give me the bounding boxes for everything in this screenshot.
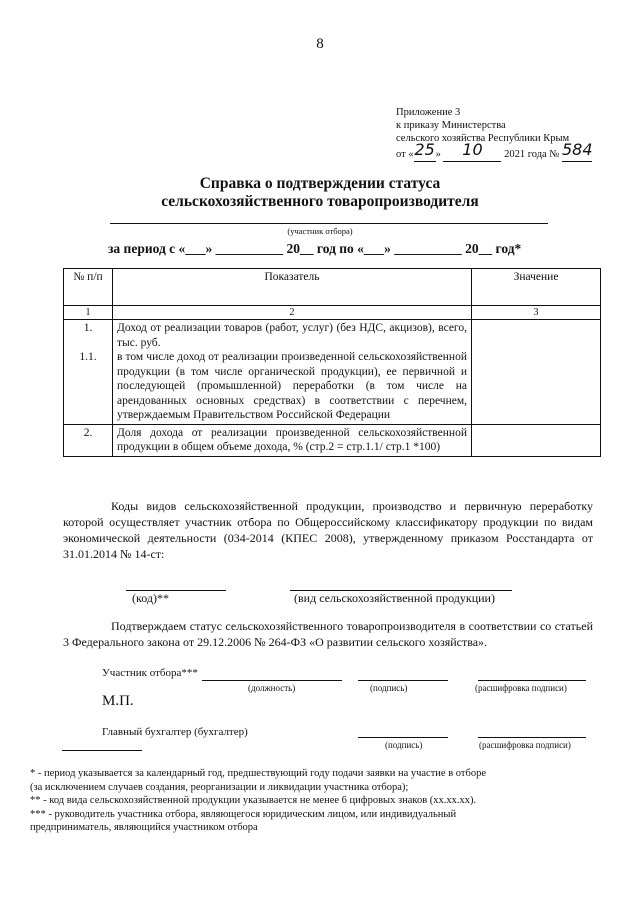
footnote: * - период указывается за календарный год, предшествующий году подачи заявки на участие в отборе (30, 768, 486, 779)
codes-paragraph: Коды видов сельскохозяйственной продукции, производство и первичную переработку которой осуществляет участник отбора по Общероссийскому классификатору продукции по видам экономической деятельности (034-2014 (КПЕС 2008), утвержденному приказом Росстандарта от 31.01.2014 № 14-ст: (63, 499, 593, 561)
appendix-line: сельского хозяйства Республики Крым (396, 133, 570, 144)
confirm-paragraph: Подтверждаем статус сельскохозяйственного товаропроизводителя в соответствии со статьей 3 Федерального закона от 29.12.2006 № 264-ФЗ «О развитии сельского хозяйства». (63, 619, 593, 649)
footnote: ** - код вида сельскохозяйственной продукции указывается не менее 6 цифровых знаков (хх.хх.хх). (30, 795, 477, 806)
handwritten-month: 10 (462, 140, 483, 159)
position-caption: (должность) (248, 683, 296, 693)
decoding-caption: (расшифровка подписи) (475, 683, 567, 693)
header-number: № п/п (64, 269, 113, 306)
signature-caption: (подпись) (385, 740, 423, 750)
stamp-place: М.П. (102, 693, 134, 709)
row-text: Доля дохода от реализации произведенной сельскохозяйственной продукции в общем объеме дохода, % (стр.2 = стр.1.1/ стр.1 *100) (113, 424, 472, 456)
handwritten-order-number: 584 (561, 140, 593, 159)
page-number: 8 (316, 36, 324, 52)
decoding-caption: (расшифровка подписи) (479, 740, 571, 750)
table-row: 1. 1.1. Доход от реализации товаров (работ, услуг) (без НДС, акцизов), всего, тыс. руб. в том числе доход от реализации произведенной сельскохозяйственной продукции (в том числе органической продукции), ее первичной и последующей (промышленной) переработки (в том числе на арендованных основных средствах) в соответствии с перечнем, утверждаемым Правительством Российской Федерации (64, 320, 601, 425)
period-line: за период с «___» __________ 20__ год по «___» __________ 20__ год* (108, 241, 522, 256)
value-cell[interactable] (472, 424, 601, 456)
footnotes (30, 767, 615, 835)
code-caption: (код)** (132, 591, 169, 605)
column-number-row: 1 2 3 (64, 306, 601, 320)
table-row: 2. Доля дохода от реализации произведенной сельскохозяйственной продукции в общем объеме дохода, % (стр.2 = стр.1.1/ стр.1 *100) (64, 424, 601, 456)
footnote: (за исключением случаев создания, реорганизации и ликвидации участника отбора); (30, 781, 409, 793)
footnote: *** - руководитель участника отбора, являющегося юридическим лицом, или индивидуальный (30, 808, 457, 820)
document-title: Справка о подтверждении статуса сельскохозяйственного товаропроизводителя (161, 175, 479, 210)
table-header-row (64, 269, 601, 306)
accountant-label: Главный бухгалтер (бухгалтер) (102, 726, 248, 738)
appendix-block (396, 106, 592, 162)
appendix-line: к приказу Министерства (396, 120, 506, 131)
row-text: в том числе доход от реализации произведенной сельскохозяйственной продукции (в том числе органической продукции), ее первичной и последующей (промышленной) переработки (в том числе на арендованных основных средствах) в соответствии с перечнем, утверждаемым Правительством Российской Федерации (117, 351, 467, 421)
handwritten-day: 25 (414, 140, 435, 159)
participant-label: Участник отбора*** (102, 667, 198, 679)
appendix-order-line: от «25» 10 2021 года № 584 (396, 140, 593, 160)
indicator-table (63, 268, 601, 457)
appendix-line: Приложение 3 (396, 107, 461, 118)
value-cell[interactable] (472, 320, 601, 425)
participant-line (110, 223, 548, 224)
signature-caption: (подпись) (370, 683, 408, 693)
type-caption: (вид сельскохозяйственной продукции) (294, 591, 495, 605)
row-text: Доход от реализации товаров (работ, услуг) (без НДС, акцизов), всего, тыс. руб. (117, 322, 467, 349)
footnote: предприниматель, являющийся участником отбора (30, 822, 258, 833)
header-value: Значение (472, 269, 601, 306)
header-indicator: Показатель (113, 269, 472, 306)
participant-caption: (участник отбора) (287, 226, 353, 236)
